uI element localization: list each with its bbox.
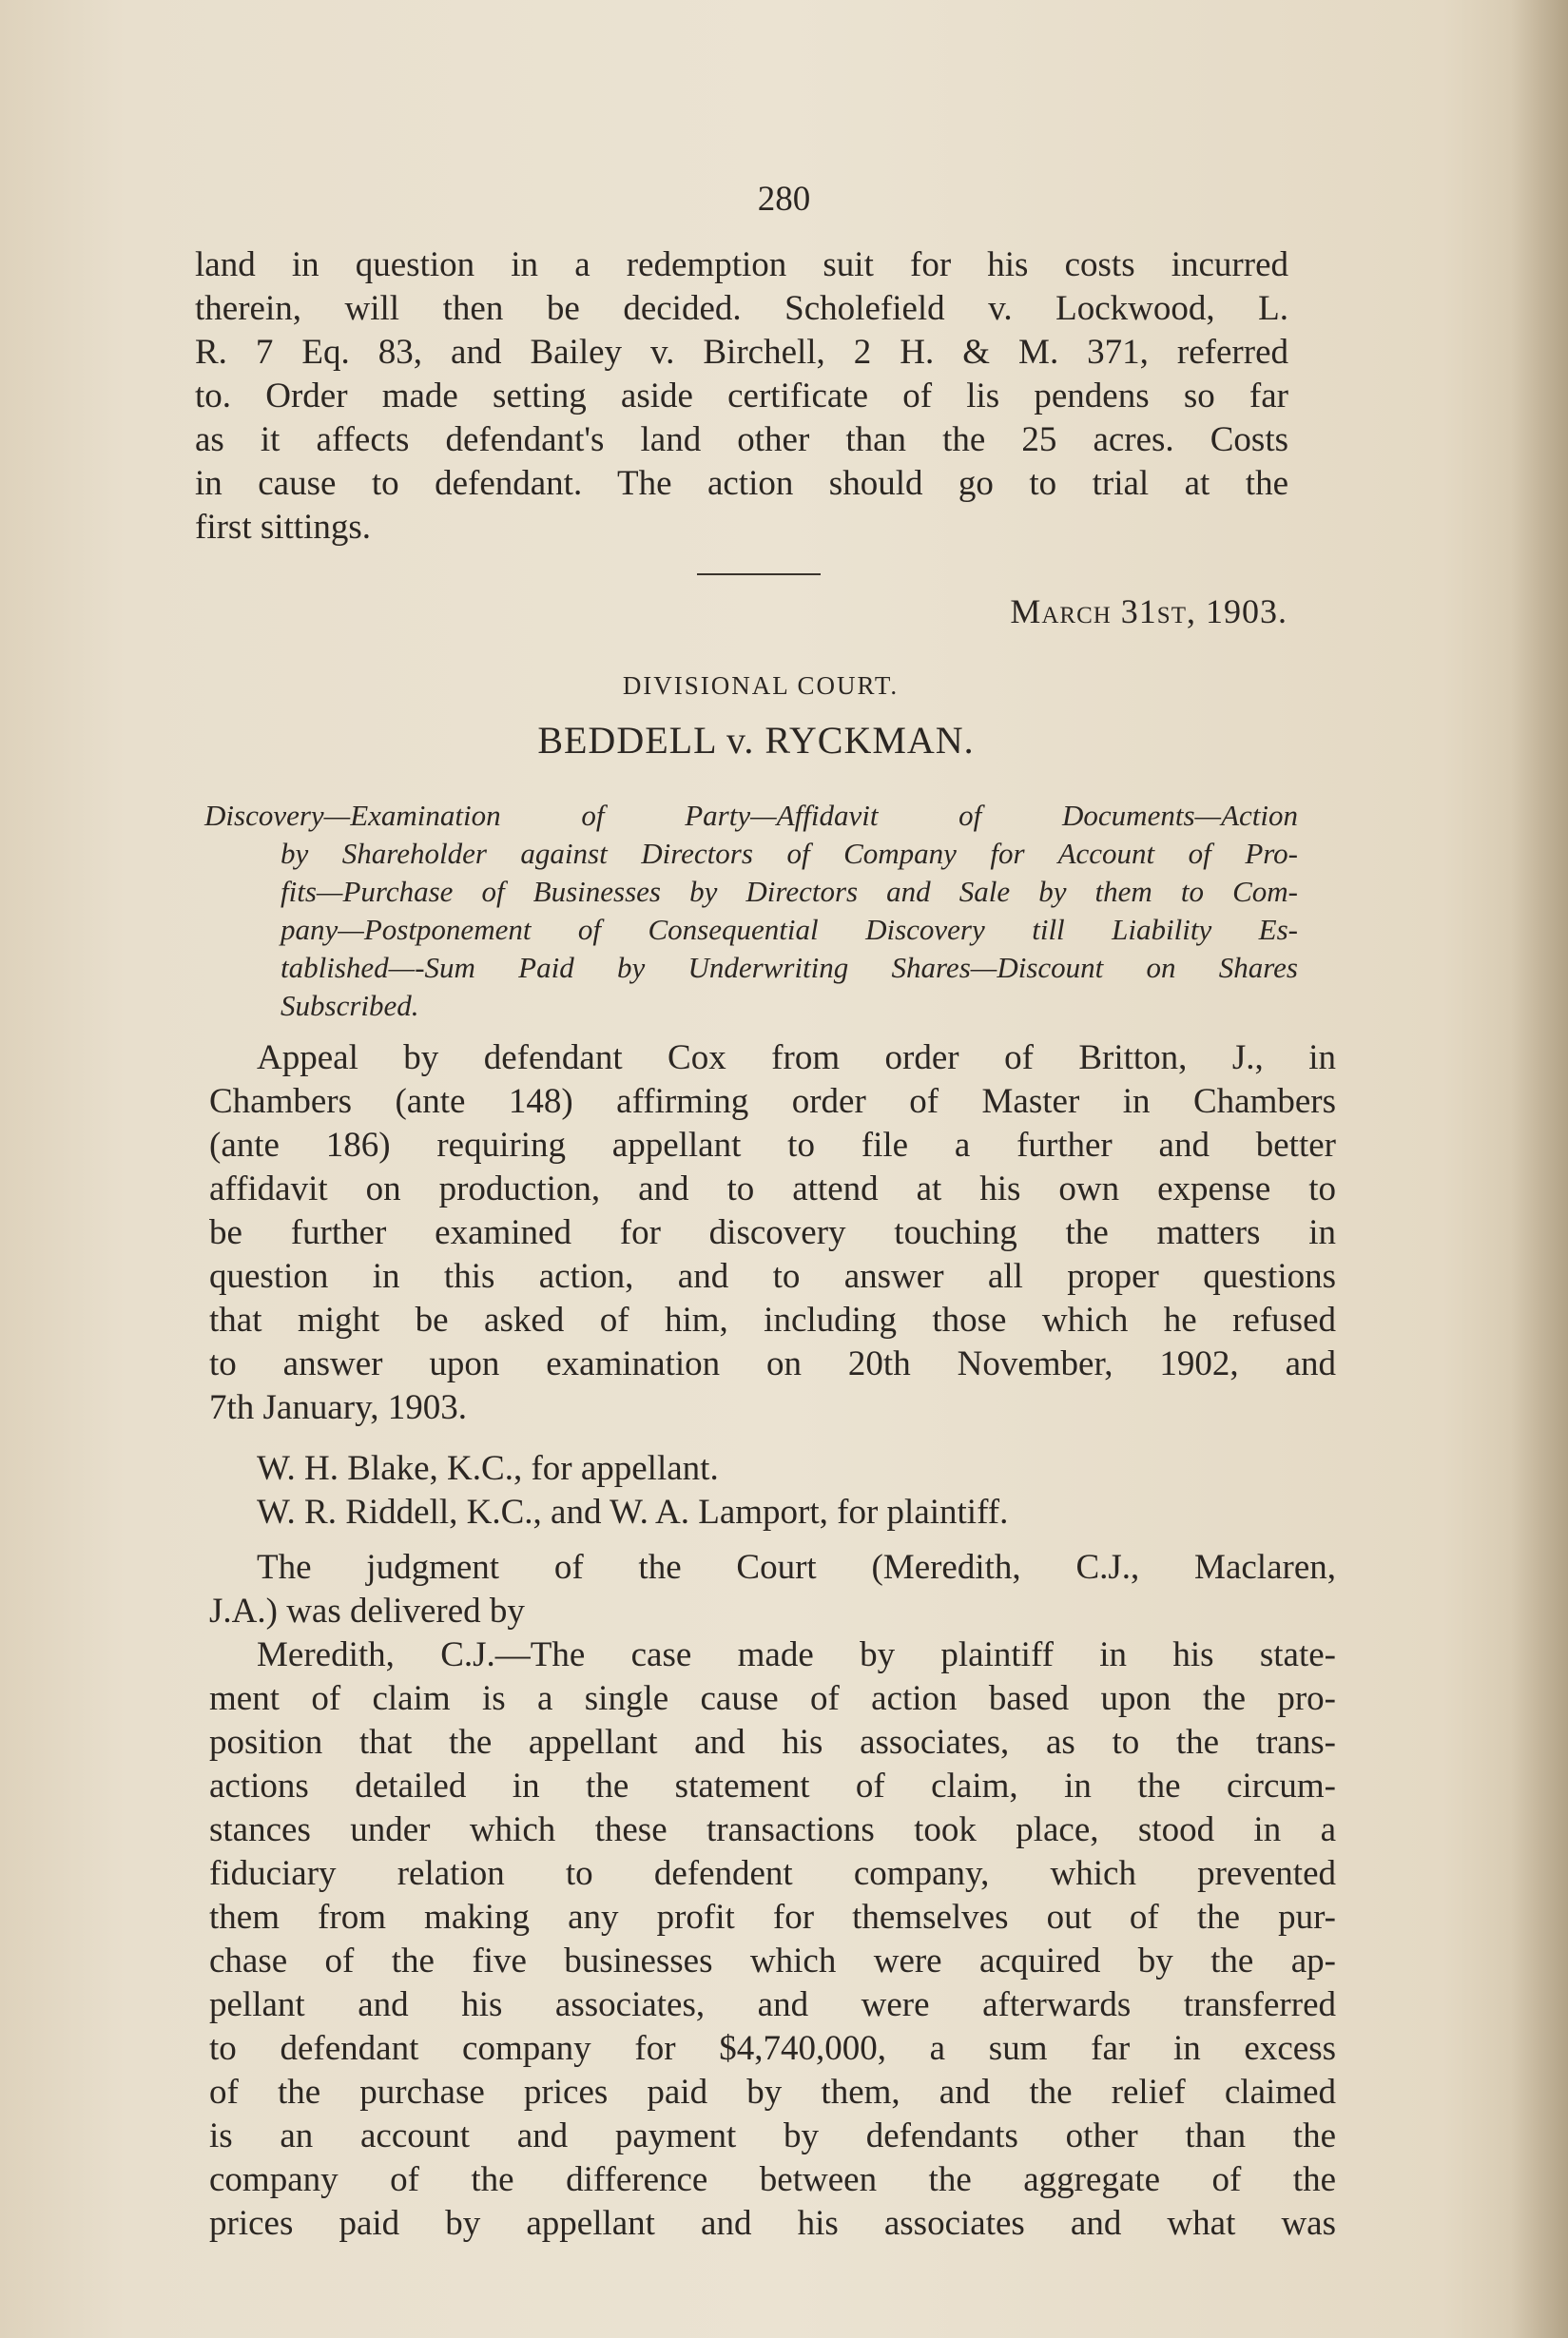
headnote-line: fits—Purchase of Businesses by Directors and Sale by them to Com- — [281, 875, 1298, 908]
text-line: 7th January, 1903. — [209, 1388, 467, 1427]
text-line: ment of claim is a single cause of action based upon the pro- — [209, 1679, 1336, 1718]
counsel-list — [209, 1447, 1336, 1535]
court-name: DIVISIONAL COURT. — [622, 671, 900, 700]
counsel-appellant: W. H. Blake, K.C., for appellant. — [257, 1449, 719, 1488]
section-divider — [697, 573, 821, 575]
headnote-line: pany—Postponement of Consequential Discovery till Liability Es- — [281, 913, 1298, 946]
headnote-line: by Shareholder against Directors of Company for Account of Pro- — [281, 837, 1298, 870]
page-gutter-shadow — [1511, 0, 1568, 2338]
text-line: to. Order made setting aside certificate of lis pendens so far — [195, 377, 1288, 415]
opinion-paragraph — [209, 1633, 1336, 2246]
text-line: be further examined for discovery touching the matters in — [209, 1213, 1336, 1252]
headnote — [204, 797, 1298, 1025]
text-line: stances under which these transactions took place, stood in a — [209, 1810, 1336, 1849]
headnote-line: Discovery—Examination of Party—Affidavit of Documents—Action — [204, 799, 1298, 832]
text-line: company of the difference between the aggregate of the — [209, 2160, 1336, 2199]
text-line: first sittings. — [195, 508, 372, 547]
text-line: chase of the five businesses which were acquired by the ap- — [209, 1942, 1336, 1981]
decision-date: March 31st, 1903. — [1010, 592, 1287, 630]
text-line: Chambers (ante 148) affirming order of Master in Chambers — [209, 1082, 1336, 1121]
counsel-plaintiff: W. R. Riddell, K.C., and W. A. Lamport, for plaintiff. — [257, 1493, 1009, 1532]
judgment-paragraph — [209, 1546, 1336, 1633]
text-line: (ante 186) requiring appellant to file a further and better — [209, 1126, 1336, 1165]
text-line: in cause to defendant. The action should go to trial at the — [195, 464, 1288, 503]
text-line: fiduciary relation to defendent company, which prevented — [209, 1854, 1336, 1893]
headnote-line: Subscribed. — [281, 989, 419, 1022]
text-line: pellant and his associates, and were afterwards transferred — [209, 1985, 1336, 2024]
intro-paragraph — [195, 243, 1288, 550]
text-line: J.A.) was delivered by — [209, 1592, 525, 1631]
text-line: to defendant company for $4,740,000, a sum far in excess — [209, 2029, 1336, 2068]
text-line: therein, will then be decided. Scholefield v. Lockwood, L. — [195, 289, 1288, 328]
text-line: position that the appellant and his associates, as to the trans- — [209, 1723, 1336, 1762]
text-line: Meredith, C.J.—The case made by plaintiff in his state- — [257, 1635, 1336, 1674]
page-number: 280 — [757, 180, 811, 219]
text-line: actions detailed in the statement of claim, in the circum- — [209, 1767, 1336, 1806]
text-line: R. 7 Eq. 83, and Bailey v. Birchell, 2 H. & M. 371, referred — [195, 333, 1288, 372]
text-line: that might be asked of him, including those which he refused — [209, 1301, 1336, 1340]
text-line: Appeal by defendant Cox from order of Britton, J., in — [257, 1038, 1336, 1077]
text-line: them from making any profit for themselves out of the pur- — [209, 1898, 1336, 1937]
text-line: is an account and payment by defendants other than the — [209, 2116, 1336, 2155]
text-line: land in question in a redemption suit for his costs incurred — [195, 245, 1288, 284]
text-line: of the purchase prices paid by them, and the relief claimed — [209, 2073, 1336, 2112]
text-line: to answer upon examination on 20th November, 1902, and — [209, 1344, 1336, 1383]
case-title: BEDDELL v. RYCKMAN. — [537, 719, 975, 762]
appeal-paragraph — [209, 1036, 1336, 1430]
text-line: as it affects defendant's land other than the 25 acres. Costs — [195, 420, 1288, 459]
text-line: prices paid by appellant and his associates and what was — [209, 2204, 1336, 2243]
text-line: affidavit on production, and to attend at his own expense to — [209, 1169, 1336, 1208]
text-line: The judgment of the Court (Meredith, C.J., Maclaren, — [257, 1548, 1336, 1587]
text-line: question in this action, and to answer all proper questions — [209, 1257, 1336, 1296]
headnote-line: tablished—-Sum Paid by Underwriting Shares—Discount on Shares — [281, 951, 1298, 984]
